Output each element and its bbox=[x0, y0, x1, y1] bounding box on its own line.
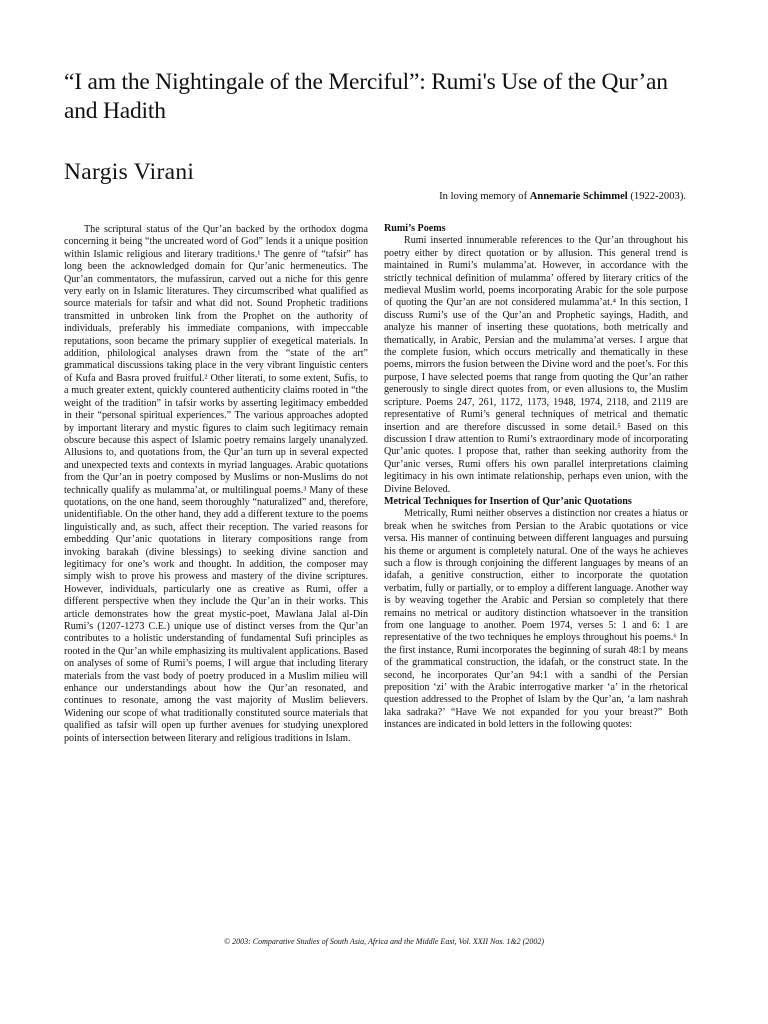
metrical-techniques-paragraph: Metrically, Rumi neither observes a distinction nor creates a hiatus or break when he switches from Persian to the Arabic quotations or vice versa. His manner of continuing between different languages and pursuing his theme or argument is completely natural. One of the ways he achieves such a flow is through conjoining the different languages by means of an idafah, a genitive construction, either to incorporate the quotation verbatim, fully or partially, or to employ a different language. Another way is by weaving together the Arabic and Persian so completely that there remains no metrical or auditory distinction whatsoever in the transition from one language to another. Poem 1974, verses 5: 1 and 6: 1 are representative of the two techniques he employs throughout his poems.⁶ In the first instance, Rumi incorporates the beginning of surah 48:1 by means of the grammatical construction, the idafah, or the construct state. In the second, he incorporates Qur’an 94:1 with a sandhi of the Persian preposition ‘zi’ with the Arabic interrogative marker ‘a’ in the rhetorical question addressed to the Prophet of Islam by the Qur’an, ‘a lam nashrah laka sadraka?’ “Have We not expanded for you your breast?” Both instances are indicated in bold letters in the following quotes: bbox=[384, 508, 688, 731]
author-name: Nargis Virani bbox=[64, 159, 195, 185]
section-heading-metrical-techniques: Metrical Techniques for Insertion of Qur’anic Quotations bbox=[384, 495, 632, 507]
right-column bbox=[384, 223, 688, 732]
left-column bbox=[64, 224, 368, 745]
footer-citation: © 2003: Comparative Studies of South Asia, Africa and the Middle East, Vol. XXII Nos. 1&2 (2002) bbox=[224, 937, 544, 946]
dedication-prefix: In loving memory of bbox=[439, 191, 530, 202]
intro-paragraph: The scriptural status of the Qur’an backed by the orthodox dogma concerning it being “the uncreated word of God” lends it a unique position within Islamic religious and literary traditions.¹ The genre of “tafsir” has long been the acknowledged domain for Qur’anic hermeneutics. The Qur’an commentators, the mufassirun, carved out a niche for this genre very early on in Islamic literatures. They circumscribed what qualified as source materials for tafsir and what did not. Sound Prophetic traditions transmitted in unbroken link from the Prophet on the authority of individuals, preferably his immediate companions, with impeccable reputations, soon became the primary supplier of exegetical materials. In addition, philological analyses drawn from the “state of the art” grammatical discussions taking place in the very vibrant linguistic centers of Kufa and Basra proved fruitful.² Other literati, to some extent, Sufis, to a much greater extent, quickly countered authenticity claims rooted in “the weight of the tradition” in tafsir works by asserting legitimacy embedded in their “personal spiritual experiences.” The various approaches adopted by important literary and mystic figures to claim such legitimacy remain obscure because this aspect of Islamic poetry remains largely unanalyzed. Allusions to, and quotations from, the Qur’an turn up in several expected and unexpected texts and contexts in myriad languages. Arabic quotations from the Qur’an in poetry composed by Muslims or non-Muslims do not technically qualify as mulamma’at, or multilingual poems.³ Many of these quotations, on the one hand, seem thoroughly “naturalized” and, therefore, unidentifiable. On the other hand, they add a different texture to the poems linguistically and, as such, affect their reception. The varied reasons for embedding Qur’anic quotations in literary compositions range from invoking barakah (divine blessings) to seeking divine sanction and legitimacy for one’s work and thought. In addition, the composer may simply wish to prove his prowess and mastery of the divine scriptures. However, individuals, particularly one as creative as Rumi, offer a different perspective when they include the Qur’an in their works. This article demonstrates how the great mystic-poet, Mawlana Jalal al-Din Rumi’s (1207-1273 C.E.) unique use of distinct verses from the Qur’an contributes to a holistic understanding of fundamental Sufi principles as rooted in the Qur’an while emphasizing its multivalent applications. Based on analyses of some of Rumi’s poems, I will argue that including literary materials from the vast body of poetry produced in a Muslim milieu will enhance our understandings about how the Qur’an resonated, and continues to resonate, among the vast majority of Muslim believers. Widening our scope of what traditionally constituted source materials that qualified as tafsir will open up further avenues for studying unexplored points of intersection between literary and religious traditions in Islam. bbox=[64, 224, 368, 744]
dedication-suffix: (1922-2003). bbox=[627, 191, 686, 202]
rumis-poems-paragraph: Rumi inserted innumerable references to the Qur’an throughout his poetry either by direct quotation or by allusion. This general trend is maintained in Rumi’s mulamma’at. However, in accordance with the strictly technical definition of mulamma’ offered by literary critics of the medieval Muslim world, poems incorporating Arabic for the sole purpose of quoting the Qur’an are not considered mulamma’at.⁴ In this section, I discuss Rumi’s use of the Qur’an and Prophetic sayings, Hadith, and analyze his manner of inserting these quotations, both metrically and thematically, in Arabic, Persian and the mulamma’at verses. I argue that the complete fusion, which occurs metrically and thematically in these poems, mirrors the fusion between the Divine word and the poet’s. For this purpose, I have selected poems that range from quoting the Qur’an rather generously to single direct quotes from, or even allusions to, the Muslim scripture. Poems 247, 261, 1172, 1173, 1948, 1974, 2118, and 2119 are representative of Rumi’s general techniques of metrical and thematic insertion and are therefore discussed in some detail.⁵ Based on this discussion I draw attention to Rumi’s extraordinary mode of incorporating Qur’anic quotes. I propose that, rather than seeking authority from the Qur’anic verses, Rumi offers his own parallel interpretations claiming legitimacy in his own intimate relationship, perhaps even union, with the Divine Beloved. bbox=[384, 235, 688, 495]
section-heading-rumis-poems: Rumi’s Poems bbox=[384, 223, 446, 234]
article-title: “I am the Nightingale of the Merciful”: Rumi's Use of the Qur’an and Hadith bbox=[64, 69, 668, 124]
dedication-name: Annemarie Schimmel bbox=[529, 191, 628, 202]
dedication bbox=[439, 190, 686, 203]
